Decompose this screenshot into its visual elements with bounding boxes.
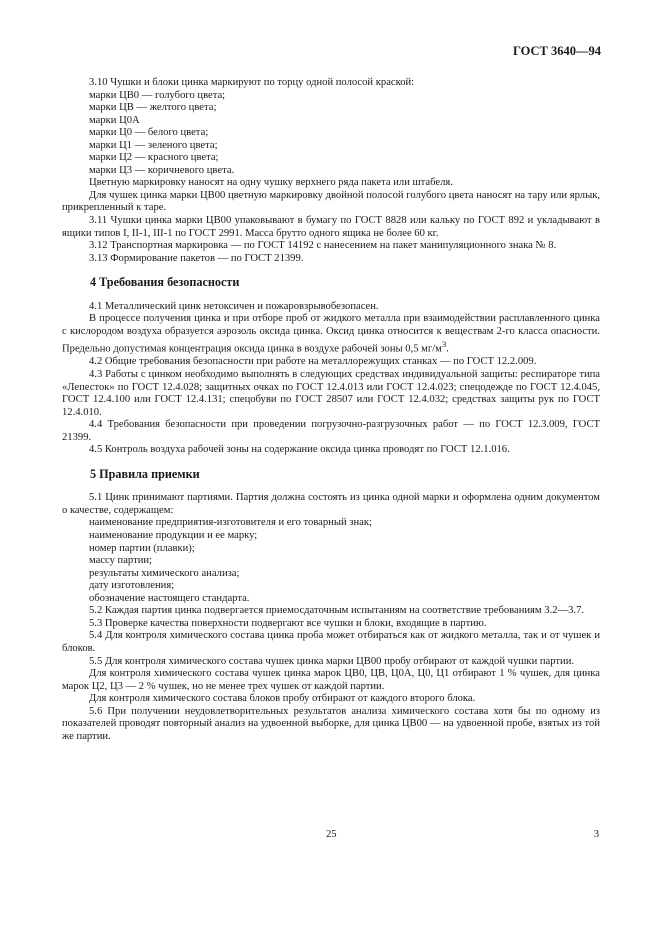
- section-5-heading: 5 Правила приемки: [90, 466, 200, 481]
- paragraph-3-10: 3.10 Чушки и блоки цинка маркируют по торцу одной полосой краской:: [89, 77, 415, 88]
- aerosol-text-end: .: [446, 343, 449, 355]
- marking-line: марки Ц3 — коричневого цвета.: [89, 164, 235, 176]
- marking-line: марки ЦВ — желтого цвета;: [89, 102, 217, 114]
- paragraph-4-4: 4.4 Требования безопасности при проведении погрузочно-разгрузочных работ — по ГОСТ 12.3.009, ГОСТ 21399.: [62, 419, 600, 443]
- marking-line: марки Ц0А: [89, 114, 140, 126]
- paragraph-4-2: 4.2 Общие требования безопасности при работе на металлорежущих станках — по ГОСТ 12.2.009.: [89, 356, 537, 368]
- paragraph-4-1: 4.1 Металлический цинк нетоксичен и пожаровзрывобезопасен.: [89, 300, 379, 312]
- marking-line: марки Ц2 — красного цвета;: [89, 152, 219, 164]
- list-item: массу партии;: [89, 555, 152, 567]
- marking-line: марки Ц0 — белого цвета;: [89, 127, 209, 139]
- aerosol-text: В процессе получения цинка и при отборе проб от жидкого металла при взаимодействии расплавленного цинка с кислородом воздуха образуется аэрозоль оксида цинка. Оксид цинка относится к веществам 2-го класса опасности. Предельно допустимая концентрация оксида цинка в воздухе рабочей зоны 0,5 мг/м: [62, 313, 600, 355]
- list-item: наименование предприятия-изготовителя и его товарный знак;: [89, 517, 372, 529]
- marking-line: марки Ц1 — зеленого цвета;: [89, 139, 218, 151]
- page-body: [62, 77, 600, 743]
- list-item: обозначение настоящего стандарта.: [89, 592, 250, 604]
- paragraph-3-13: 3.13 Формирование пакетов — по ГОСТ 21399.: [89, 252, 304, 264]
- paragraph-5-5-blocks: Для контроля химического состава блоков пробу отбирают от каждого второго блока.: [89, 693, 476, 705]
- paragraph-5-3: 5.3 Проверке качества поверхности подвергают все чушки и блоки, входящие в партию.: [89, 617, 487, 629]
- paragraph-color-marking: Цветную маркировку наносят на одну чушку верхнего ряда пакета или штабеля.: [89, 177, 453, 189]
- paragraph-3-12: 3.12 Транспортная маркировка — по ГОСТ 14192 с нанесением на пакет манипуляционного знака № 8.: [89, 240, 557, 252]
- paragraph-4-3: 4.3 Работы с цинком необходимо выполнять в следующих средствах индивидуальной защиты: респираторе типа «Лепесток» по ГОСТ 12.4.028; защитных очках по ГОСТ 12.4.013 или ГОСТ 12.4.023; спецодежде по ГОСТ 12.4.045, ГОСТ 12.4.100 или ГОСТ 12.4.131; спецобуви по ГОСТ 28507 или ГОСТ 12.4.032; средствах защиты рук по ГОСТ 12.4.010.: [62, 369, 600, 418]
- paragraph-3-11: 3.11 Чушки цинка марки ЦВ00 упаковывают в бумагу по ГОСТ 8828 или кальку по ГОСТ 892 и укладывают в ящики типов I, II-1, III-1 по ГОСТ 2991. Масса брутто одного ящика не более 60 кг.: [62, 215, 600, 239]
- paragraph-5-2: 5.2 Каждая партия цинка подвергается приемосдаточным испытаниям на соответствие требованиям 3.2—3.7.: [89, 605, 585, 617]
- paragraph-4-1-aerosol: [62, 313, 600, 356]
- page-number: 3: [593, 829, 599, 840]
- paragraph-4-5: 4.5 Контроль воздуха рабочей зоны на содержание оксида цинка проводят по ГОСТ 12.1.016.: [89, 444, 510, 456]
- folio-number: 25: [326, 829, 337, 840]
- paragraph-5-5: 5.5 Для контроля химического состава чушек цинка марки ЦВ00 пробу отбирают от каждой чушки партии.: [89, 655, 575, 667]
- section-4-heading: 4 Требования безопасности: [90, 275, 240, 290]
- superscript: 3: [441, 339, 447, 350]
- marking-line: марки ЦВ0 — голубого цвета;: [89, 89, 226, 101]
- paragraph-5-6: 5.6 При получении неудовлетворительных результатов анализа химического состава хотя бы по одному из показателей проводят повторный анализ на удвоенной выборке, для цинка ЦВ00 — на удвоенной пробе, взятых из той же партии.: [62, 705, 600, 742]
- paragraph-5-5-sampling: Для контроля химического состава чушек цинка марок ЦВ0, ЦВ, Ц0А, Ц0, Ц1 отбирают 1 % чушек, для цинка марок Ц2, Ц3 — 2 % чушек, но не менее трех чушек от каждой партии.: [62, 668, 600, 692]
- paragraph-cv00-marking: Для чушек цинка марки ЦВ00 цветную маркировку двойной полосой голубого цвета наносят на тару или ярлык, прикрепленный к таре.: [62, 189, 600, 214]
- list-item: наименование продукции и ее марку;: [89, 530, 258, 542]
- list-item: номер партии (плавки);: [89, 542, 195, 554]
- paragraph-5-1: 5.1 Цинк принимают партиями. Партия должна состоять из цинка одной марки и оформлена одним документом о качестве, содержащем:: [62, 492, 600, 516]
- list-item: результаты химического анализа;: [89, 567, 240, 579]
- paragraph-5-4: 5.4 Для контроля химического состава цинка проба может отбираться как от жидкого металла, так и от чушек и блоков.: [62, 630, 600, 654]
- list-item: дату изготовления;: [89, 580, 175, 592]
- document-id: ГОСТ 3640—94: [512, 44, 601, 58]
